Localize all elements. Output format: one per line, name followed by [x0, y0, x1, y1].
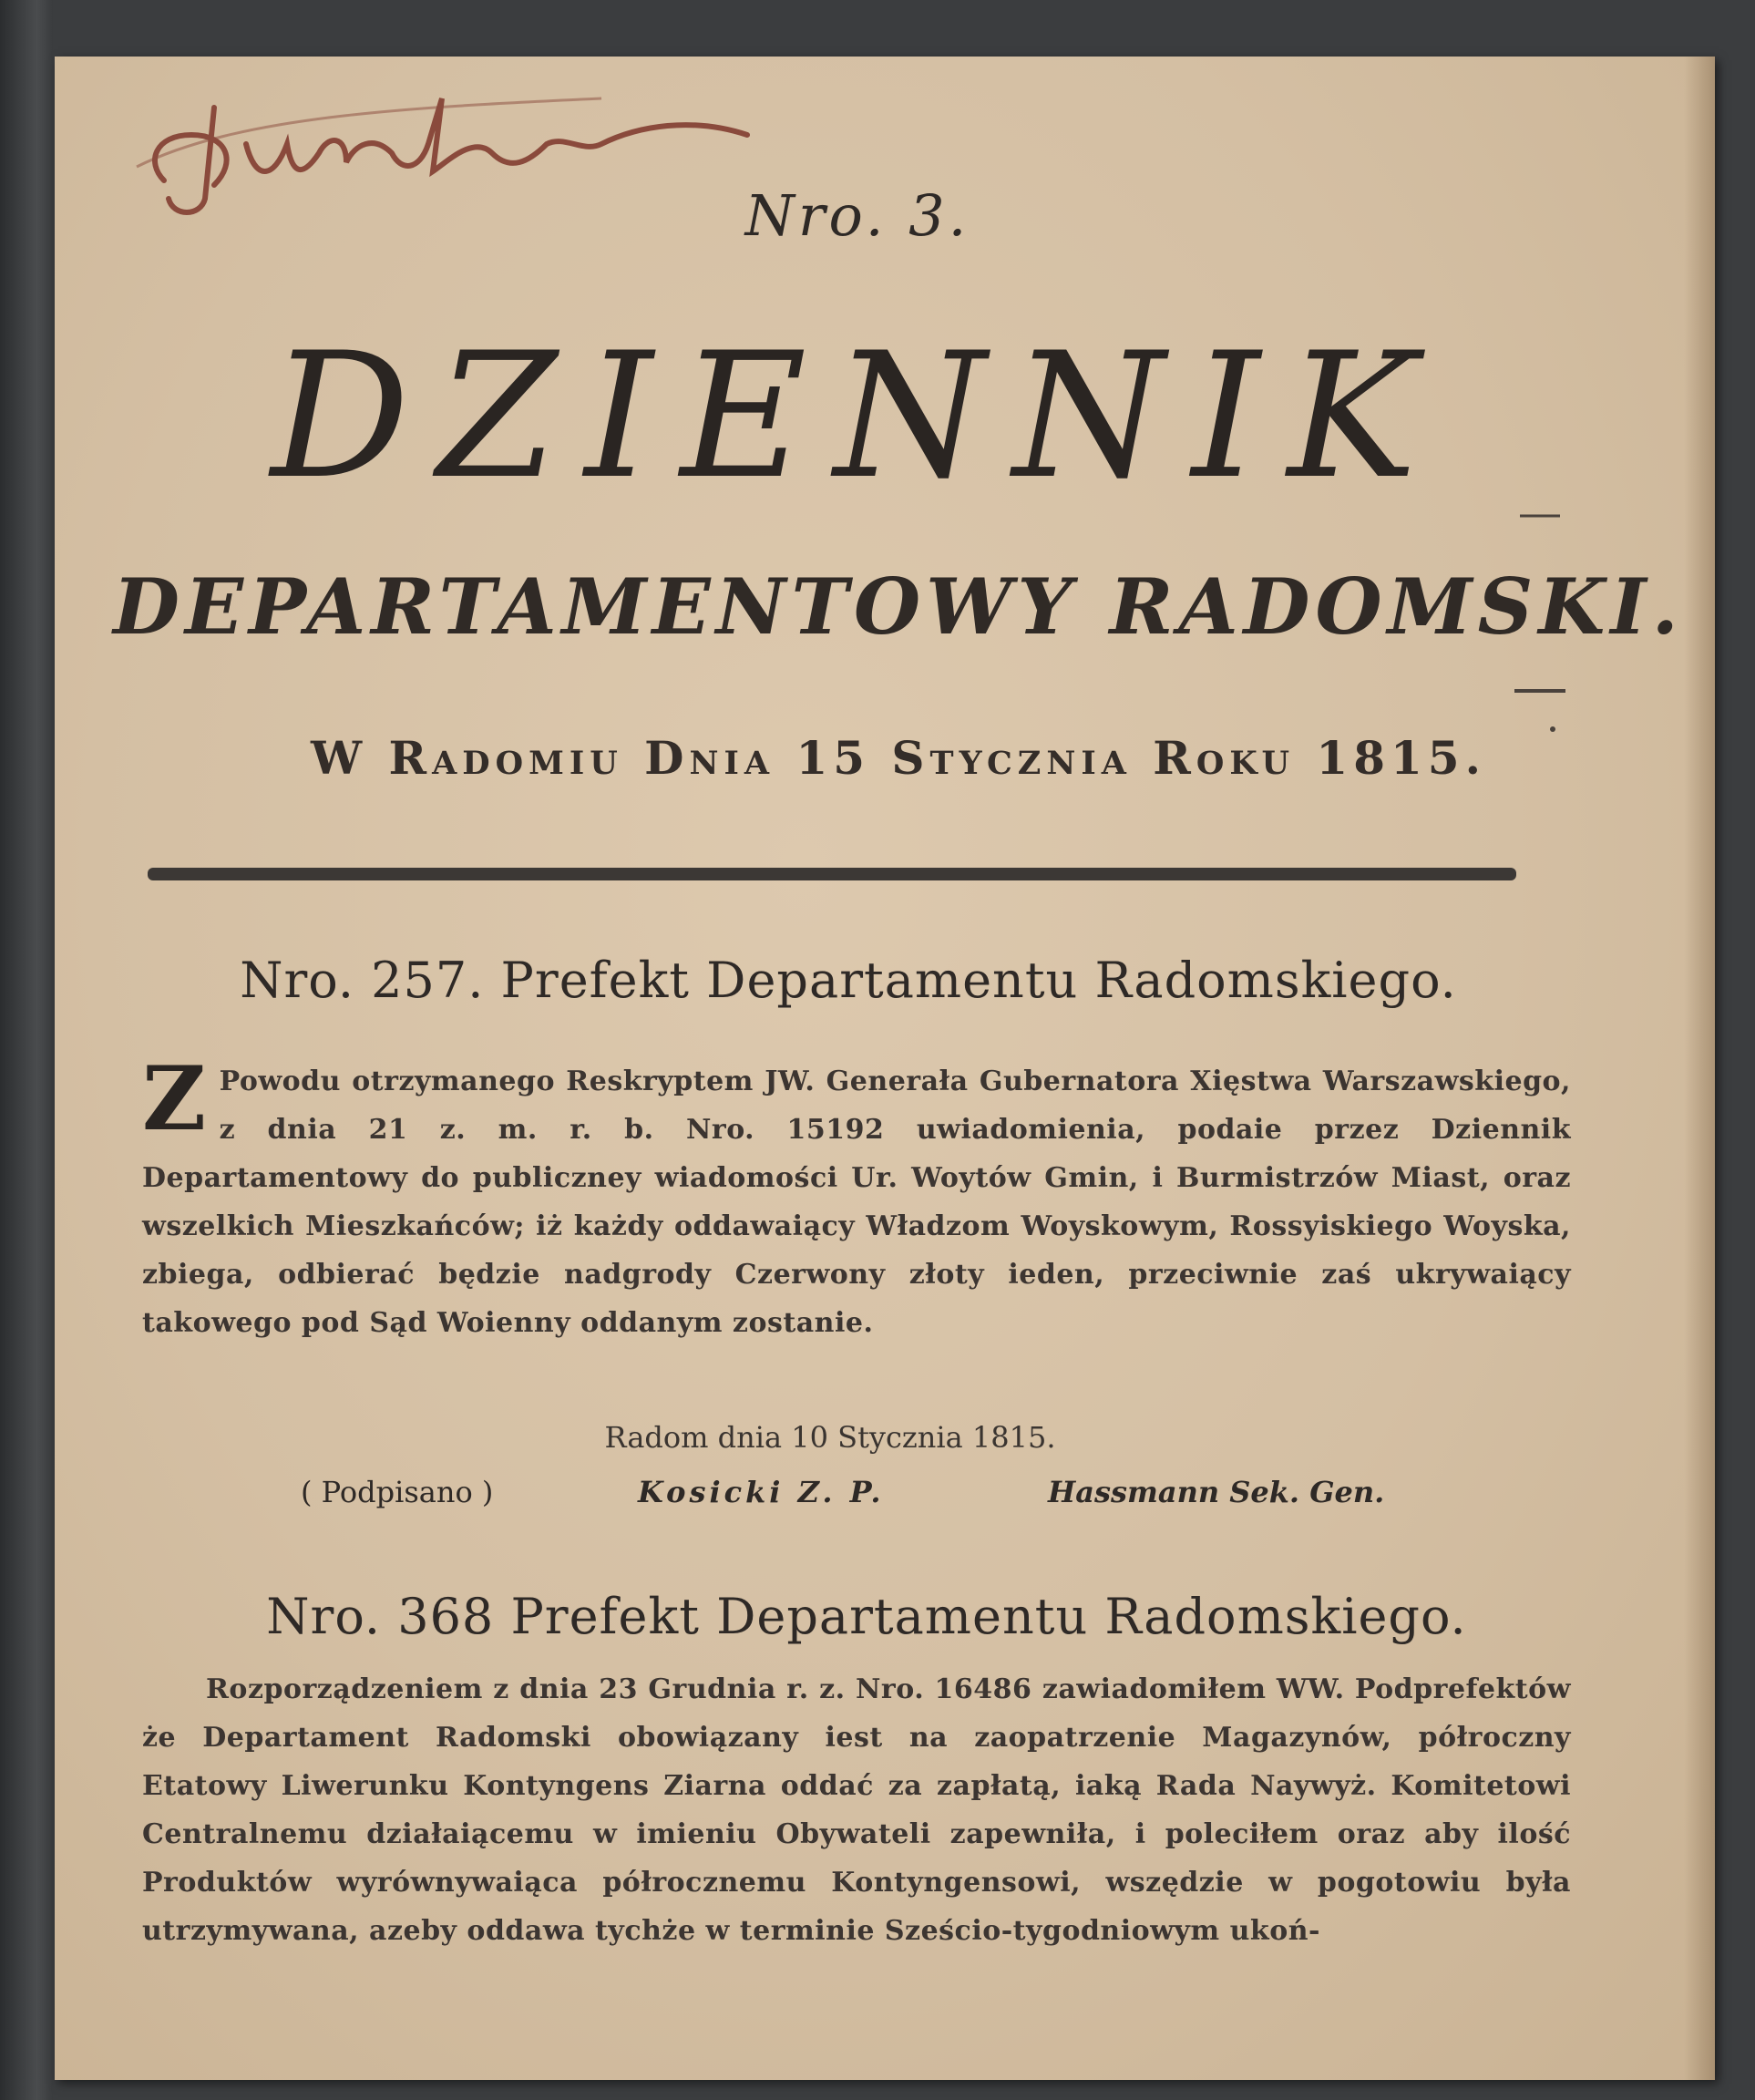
newspaper-page	[55, 57, 1715, 2080]
drop-cap: Z	[142, 1047, 207, 1150]
divider-rule	[148, 868, 1516, 880]
notice-1-heading: Nro. 257. Prefekt Departamentu Radomskiego.	[240, 952, 1457, 1009]
binding-edge	[0, 0, 53, 2100]
masthead-subtitle: DEPARTAMENTOWY RADOMSKI.	[113, 561, 1684, 652]
masthead-title: DZIENNIK	[271, 315, 1444, 517]
masthead-dateline: W Radomiu Dnia 15 Stycznia Roku 1815.	[311, 731, 1486, 785]
handwritten-note-text: Jurstev	[128, 67, 180, 84]
signatory-2: Hassmann Sek. Gen.	[1048, 1475, 1385, 1509]
issue-number: Nro. 3.	[744, 182, 970, 249]
margin-marks	[1513, 512, 1567, 786]
notice-1-place-date: Radom dnia 10 Stycznia 1815.	[604, 1420, 1056, 1455]
signed-label: ( Podpisano )	[301, 1475, 494, 1509]
notice-2-heading: Nro. 368 Prefekt Departamentu Radomskiego.	[266, 1588, 1467, 1645]
notice-1-body	[142, 1047, 1571, 1347]
notice-1-text: Powodu otrzymanego Reskryptem JW. Generała Gubernatora Xięstwa Warszawskiego, z dnia 21 z. m. r. b. Nro. 15192 uwiadomienia, podaie przez Dziennik Departamentowy do publiczney wiadomości Ur. Woytów Gmin, i Burmistrzów Miast, oraz wszelkich Mieszkańców; iż każdy oddawaiący Władzom Woyskowym, Rossyiskiego Woyska, zbiega, odbierać będzie nadgrody Czerwony złoty ieden, przeciwnie zaś ukrywaiący takowego pod Sąd Woienny oddanym zostanie.	[142, 1065, 1571, 1339]
notice-2-body: Rozporządzeniem z dnia 23 Grudnia r. z. Nro. 16486 zawiadomiłem WW. Podprefektów że Departament Radomski obowiązany iest na zaopatrzenie Magazynów, półroczny Etatowy Liwerunku Kontyngens Ziarna oddać za zapłatą, iaką Rada Naywyż. Komitetowi Centralnemu działaiącemu w imieniu Obywateli zapewniła, i poleciłem oraz aby ilość Produktów wyrównywaiąca półrocznemu Kontyngensowi, wszędzie w pogotowiu była utrzymywana, azeby oddawa tychże w terminie Sześcio-tygodniowym ukoń-	[142, 1673, 1571, 1947]
signatory-1: Kosicki Z. P.	[638, 1475, 885, 1509]
